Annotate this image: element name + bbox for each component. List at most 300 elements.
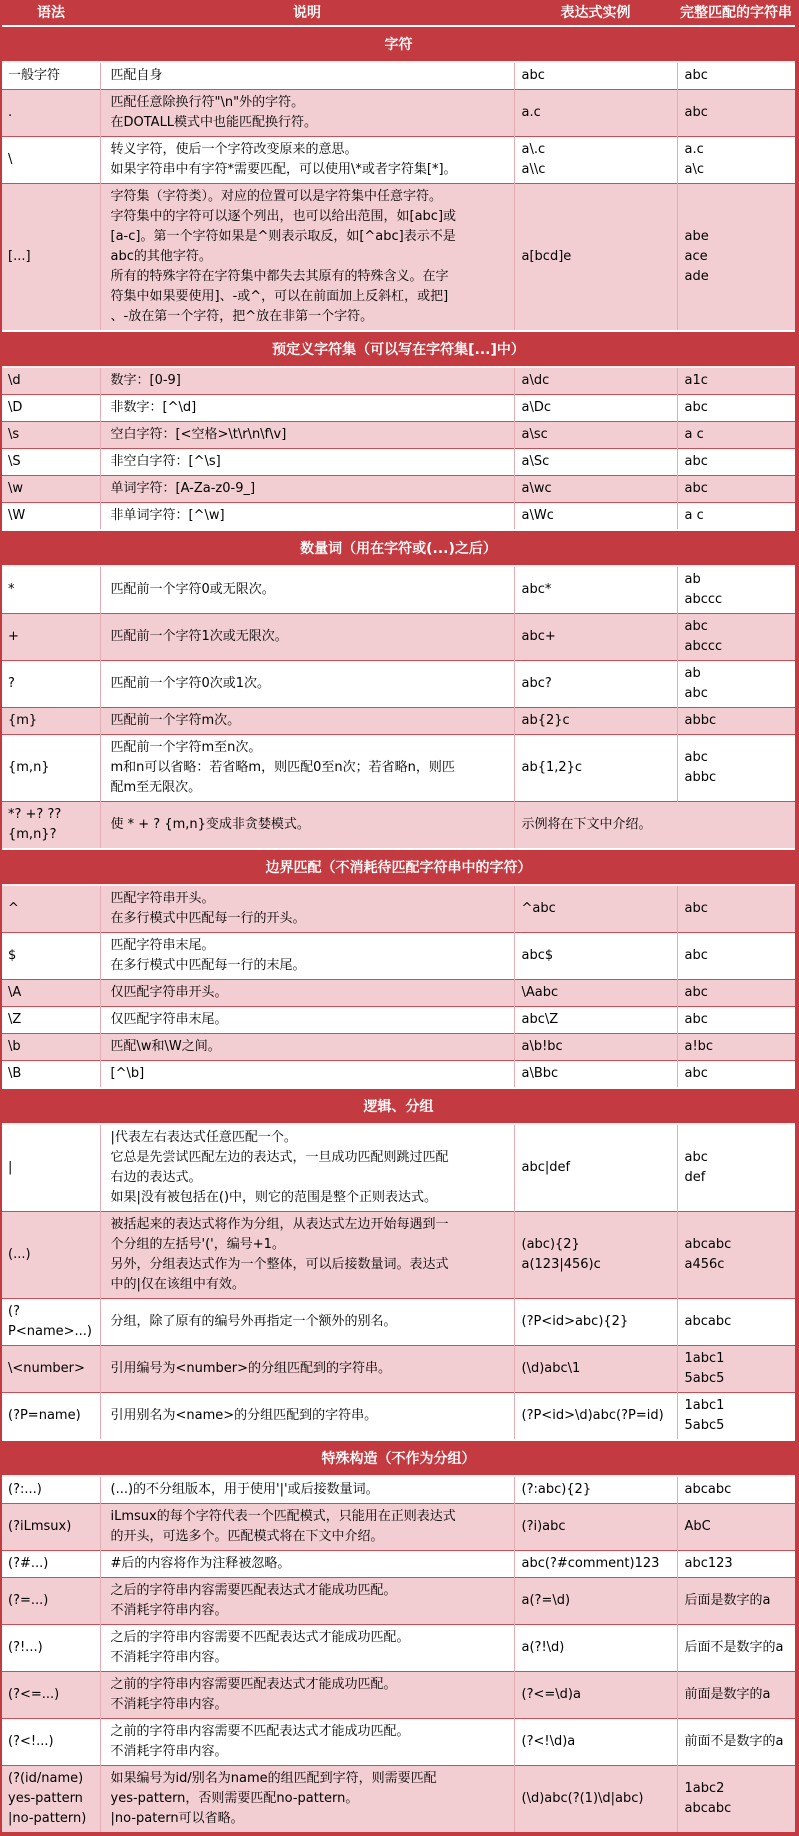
table-row [2, 980, 795, 1007]
match-cell [677, 395, 795, 422]
table-row [2, 933, 795, 980]
syntax-cell [2, 449, 100, 476]
description-cell [100, 1299, 514, 1346]
example-cell [514, 1476, 677, 1504]
syntax-cell [2, 1212, 100, 1299]
example-cell [514, 367, 677, 395]
description-cell [100, 1007, 514, 1034]
example-cell [514, 661, 677, 708]
text-line: (?=...) [8, 1593, 49, 1608]
text-line: \ [8, 152, 13, 167]
text-line: 匹配\w和\W之间。 [110, 1039, 221, 1054]
syntax-cell [2, 1124, 100, 1212]
text-line: 不消耗字符串内容。 [110, 1603, 228, 1618]
description-cell [100, 1504, 514, 1551]
table-header [2, 0, 795, 26]
description-cell [100, 566, 514, 614]
text-line: a.c [684, 142, 704, 157]
example-cell [514, 90, 677, 137]
example-cell [514, 1578, 677, 1625]
text-line: iLmsux的每个字符代表一个匹配模式，只能用在正则表达式 [110, 1509, 456, 1524]
syntax-cell [2, 422, 100, 449]
example-cell [514, 933, 677, 980]
text-line: ab [684, 572, 701, 587]
table-row [2, 422, 795, 449]
syntax-cell [2, 802, 100, 850]
description-cell [100, 1393, 514, 1441]
section-title: 数量词（用在字符或(...)之后） [2, 530, 795, 566]
example-cell [514, 1299, 677, 1346]
syntax-cell [2, 395, 100, 422]
syntax-cell [2, 885, 100, 933]
text-line: 匹配字符串开头。 [110, 891, 215, 906]
text-line: $ [8, 948, 17, 963]
text-line: abc [684, 948, 708, 963]
text-line: 匹配自身 [110, 68, 163, 83]
text-line: a\\c [521, 162, 546, 177]
text-line: \B [8, 1066, 22, 1081]
example-cell [514, 1672, 677, 1719]
match-cell [677, 1719, 795, 1766]
text-line: a456c [684, 1257, 725, 1272]
text-line: {m,n}? [8, 827, 57, 842]
text-line: 示例将在下文中介绍。 [521, 817, 652, 832]
text-line: 一般字符 [8, 68, 61, 83]
text-line: 在多行模式中匹配每一行的开头。 [110, 911, 306, 926]
text-line: [^\b] [110, 1066, 145, 1081]
text-line: 符集中如果要使用]、-或^，可以在前面加上反斜杠，或把] [110, 289, 449, 304]
table-row [2, 1672, 795, 1719]
text-line: yes-pattern [8, 1791, 83, 1806]
table-row [2, 708, 795, 735]
syntax-cell [2, 1672, 100, 1719]
example-cell [514, 708, 677, 735]
text-line: (?<=...) [8, 1687, 60, 1702]
text-line: 5abc5 [684, 1371, 725, 1386]
text-line: (\d)abc(?(1)\d|abc) [521, 1791, 644, 1806]
description-cell [100, 395, 514, 422]
syntax-cell [2, 1007, 100, 1034]
text-line: abc [684, 481, 708, 496]
text-line: a\Wc [521, 508, 554, 523]
syntax-cell [2, 1551, 100, 1578]
syntax-cell [2, 90, 100, 137]
example-cell [514, 1504, 677, 1551]
text-line: ? [8, 676, 15, 691]
syntax-cell [2, 735, 100, 802]
match-cell [677, 1766, 795, 1833]
text-line: 引用别名为<name>的分组匹配到的字符串。 [110, 1408, 378, 1423]
match-cell [677, 933, 795, 980]
text-line: 字符集（字符类）。对应的位置可以是字符集中任意字符。 [110, 189, 443, 204]
description-cell [100, 1034, 514, 1061]
match-cell [677, 62, 795, 90]
syntax-cell [2, 933, 100, 980]
text-line: 仅匹配字符串开头。 [110, 985, 228, 1000]
table-row [2, 1578, 795, 1625]
text-line: {m,n} [8, 760, 50, 775]
section-title: 字符 [2, 26, 795, 62]
text-line: a\sc [521, 427, 548, 442]
text-line: 不消耗字符串内容。 [110, 1650, 228, 1665]
example-cell [514, 422, 677, 449]
description-cell [100, 184, 514, 332]
text-line: (\d)abc\1 [521, 1361, 581, 1376]
text-line: a\Sc [521, 454, 550, 469]
match-cell [677, 449, 795, 476]
text-line: (...)的不分组版本，用于使用'|'或后接数量词。 [110, 1482, 379, 1497]
text-line: def [684, 1170, 706, 1185]
text-line: abccc [684, 639, 723, 654]
table-row [2, 566, 795, 614]
table-row [2, 1034, 795, 1061]
text-line: (...) [8, 1247, 31, 1262]
description-cell [100, 476, 514, 503]
description-cell [100, 933, 514, 980]
match-cell [677, 1476, 795, 1504]
description-cell [100, 1578, 514, 1625]
text-line: abc(?#comment)123 [521, 1556, 660, 1571]
text-line: 非空白字符：[^\s] [110, 454, 221, 469]
text-line: (?iLmsux) [8, 1519, 72, 1534]
text-line: *? +? ?? [8, 807, 62, 822]
text-line: #后的内容将作为注释被忽略。 [110, 1556, 291, 1571]
regex-reference-table [2, 0, 795, 1832]
text-line: abcabc [684, 1237, 732, 1252]
text-line: 使 * + ? {m,n}变成非贪婪模式。 [110, 817, 310, 832]
text-line: 非数字：[^\d] [110, 400, 197, 415]
text-line: a[bcd]e [521, 249, 572, 264]
text-line: 如果字符串中有字符*需要匹配，可以使用\*或者字符集[*]。 [110, 162, 457, 177]
table-header-row [2, 0, 795, 26]
match-cell [677, 661, 795, 708]
text-line: 后面不是数字的a [684, 1640, 784, 1655]
match-cell [677, 1578, 795, 1625]
text-line: 5abc5 [684, 1418, 725, 1433]
text-line: a.c [521, 105, 541, 120]
table-row [2, 90, 795, 137]
text-line: a c [684, 508, 704, 523]
text-line: abc123 [684, 1556, 733, 1571]
syntax-cell [2, 1393, 100, 1441]
text-line: \Z [8, 1012, 22, 1027]
syntax-cell [2, 1476, 100, 1504]
text-line: 字符集中的字符可以逐个列出，也可以给出范围，如[abc]或 [110, 209, 457, 224]
description-cell [100, 735, 514, 802]
text-line: ab [684, 666, 701, 681]
text-line: \s [8, 427, 20, 442]
description-cell [100, 422, 514, 449]
text-line: \W [8, 508, 26, 523]
table-row [2, 1299, 795, 1346]
column-header-example: 表达式实例 [514, 0, 677, 26]
table-row [2, 367, 795, 395]
match-cell [677, 1346, 795, 1393]
match-cell [677, 980, 795, 1007]
text-line: . [8, 105, 13, 120]
example-cell [514, 1034, 677, 1061]
text-line: |no-pattern) [8, 1811, 87, 1826]
text-line: a\dc [521, 373, 550, 388]
text-line: 如果|没有被包括在()中，则它的范围是整个正则表达式。 [110, 1190, 438, 1205]
syntax-cell [2, 1346, 100, 1393]
text-line: abc* [521, 582, 552, 597]
description-cell [100, 90, 514, 137]
syntax-cell [2, 1766, 100, 1833]
table-row [2, 184, 795, 332]
match-cell [677, 1551, 795, 1578]
example-cell [514, 62, 677, 90]
text-line: 右边的表达式。 [110, 1170, 202, 1185]
description-cell [100, 1212, 514, 1299]
text-line: \b [8, 1039, 21, 1054]
table-row [2, 885, 795, 933]
example-cell [514, 1007, 677, 1034]
table-row [2, 1625, 795, 1672]
table-row [2, 661, 795, 708]
text-line: [a-c]。第一个字符如果是^则表示取反，如[^abc]表示不是 [110, 229, 456, 244]
syntax-cell [2, 137, 100, 184]
match-cell [677, 1625, 795, 1672]
text-line: abc\Z [521, 1012, 559, 1027]
text-line: 另外，分组表达式作为一个整体，可以后接数量词。表达式 [110, 1257, 449, 1272]
text-line: 在多行模式中匹配每一行的末尾。 [110, 958, 306, 973]
text-line: 前面不是数字的a [684, 1734, 784, 1749]
match-cell [677, 137, 795, 184]
text-line: (?i)abc [521, 1519, 566, 1534]
text-line: abc [684, 1012, 708, 1027]
text-line: 它总是先尝试匹配左边的表达式，一旦成功匹配则跳过匹配 [110, 1150, 449, 1165]
table-row [2, 735, 795, 802]
table-body [2, 26, 795, 1832]
match-cell [677, 1124, 795, 1212]
text-line: 匹配字符串末尾。 [110, 938, 215, 953]
text-line: \A [8, 985, 22, 1000]
text-line: |代表左右表达式任意匹配一个。 [110, 1130, 297, 1145]
text-line: abc? [521, 676, 552, 691]
text-line: a\wc [521, 481, 552, 496]
description-cell [100, 708, 514, 735]
text-line: + [8, 629, 19, 644]
text-line: 空白字符：[<空格>\t\r\n\f\v] [110, 427, 287, 442]
description-cell [100, 1672, 514, 1719]
example-cell [514, 476, 677, 503]
text-line: a\Bbc [521, 1066, 559, 1081]
text-line: * [8, 582, 15, 597]
description-cell [100, 885, 514, 933]
section-header-row [2, 1440, 795, 1476]
text-line: 1abc1 [684, 1351, 725, 1366]
example-cell [514, 1625, 677, 1672]
table-row [2, 476, 795, 503]
text-line: (?<!...) [8, 1734, 54, 1749]
table-row [2, 802, 795, 850]
match-cell [677, 422, 795, 449]
text-line: 1abc2 [684, 1781, 725, 1796]
syntax-cell [2, 1034, 100, 1061]
section-title: 逻辑、分组 [2, 1088, 795, 1124]
match-cell [677, 614, 795, 661]
table-row [2, 1124, 795, 1212]
match-cell [677, 476, 795, 503]
syntax-cell [2, 614, 100, 661]
text-line: abe [684, 229, 709, 244]
example-cell [514, 1212, 677, 1299]
text-line: yes-pattern，否则需要匹配no-pattern。 [110, 1791, 359, 1806]
section-title: 特殊构造（不作为分组） [2, 1440, 795, 1476]
description-cell [100, 661, 514, 708]
text-line: {m} [8, 713, 38, 728]
table-row [2, 1346, 795, 1393]
text-line: 中的|仅在该组中有效。 [110, 1277, 245, 1292]
text-line: abc+ [521, 629, 556, 644]
example-cell [514, 1061, 677, 1089]
text-line: ^ [8, 901, 19, 916]
description-cell [100, 449, 514, 476]
table-row [2, 449, 795, 476]
match-cell [677, 1672, 795, 1719]
text-line: abc [684, 1150, 708, 1165]
syntax-cell [2, 367, 100, 395]
text-line: abcabc [684, 1314, 732, 1329]
text-line: ab{1,2}c [521, 760, 583, 775]
text-line: abcabc [684, 1482, 732, 1497]
text-line: abc [684, 686, 708, 701]
description-cell [100, 1346, 514, 1393]
match-cell [677, 1504, 795, 1551]
text-line: a\.c [521, 142, 546, 157]
match-cell [677, 1299, 795, 1346]
example-cell [514, 395, 677, 422]
text-line: 匹配任意除换行符"\n"外的字符。 [110, 95, 305, 110]
table-row [2, 1766, 795, 1833]
text-line: abccc [684, 592, 723, 607]
description-cell [100, 1625, 514, 1672]
text-line: (?P=name) [8, 1408, 81, 1423]
match-cell [677, 1007, 795, 1034]
text-line: ade [684, 269, 709, 284]
section-header-row [2, 530, 795, 566]
section-header-row [2, 849, 795, 885]
text-line: 如果编号为id/别名为name的组匹配到字符，则需要匹配 [110, 1771, 437, 1786]
text-line: ^abc [521, 901, 556, 916]
text-line: a(123|456)c [521, 1257, 601, 1272]
description-cell [100, 1551, 514, 1578]
example-cell [514, 1393, 677, 1441]
text-line: a\b!bc [521, 1039, 563, 1054]
text-line: (?<=\d)a [521, 1687, 581, 1702]
text-line: m和n可以省略：若省略m，则匹配0至n次；若省略n，则匹 [110, 760, 455, 775]
text-line: (?:abc){2} [521, 1482, 592, 1497]
text-line: 之后的字符串内容需要不匹配表达式才能成功匹配。 [110, 1630, 410, 1645]
text-line: 转义字符，使后一个字符改变原来的意思。 [110, 142, 358, 157]
text-line: 不消耗字符串内容。 [110, 1697, 228, 1712]
example-cell [514, 1346, 677, 1393]
table-row [2, 1393, 795, 1441]
table-row [2, 1551, 795, 1578]
text-line: \D [8, 400, 23, 415]
description-cell [100, 1766, 514, 1833]
text-line: AbC [684, 1519, 711, 1534]
text-line: 后面是数字的a [684, 1593, 771, 1608]
example-cell [514, 184, 677, 332]
text-line: a!bc [684, 1039, 714, 1054]
text-line: \w [8, 481, 24, 496]
text-line: \S [8, 454, 21, 469]
section-header-row [2, 331, 795, 367]
example-cell [514, 1551, 677, 1578]
table-row [2, 503, 795, 531]
match-cell [677, 735, 795, 802]
text-line: abc [521, 68, 545, 83]
description-cell [100, 1124, 514, 1212]
text-line: 之后的字符串内容需要匹配表达式才能成功匹配。 [110, 1583, 397, 1598]
match-cell [677, 566, 795, 614]
text-line: 在DOTALL模式中也能匹配换行符。 [110, 115, 318, 130]
description-cell [100, 614, 514, 661]
table-row [2, 1212, 795, 1299]
text-line: 分组，除了原有的编号外再指定一个额外的别名。 [110, 1314, 397, 1329]
description-cell [100, 980, 514, 1007]
match-cell [677, 184, 795, 332]
table-row [2, 395, 795, 422]
text-line: 1abc1 [684, 1398, 725, 1413]
table-row [2, 137, 795, 184]
syntax-cell [2, 566, 100, 614]
text-line: (?#...) [8, 1556, 49, 1571]
match-cell [677, 885, 795, 933]
text-line: ab{2}c [521, 713, 570, 728]
text-line: 匹配前一个字符1次或无限次。 [110, 629, 288, 644]
match-cell [677, 503, 795, 531]
syntax-cell [2, 1625, 100, 1672]
description-cell [100, 367, 514, 395]
column-header-match: 完整匹配的字符串 [677, 0, 795, 26]
table-row [2, 1476, 795, 1504]
column-header-description: 说明 [100, 0, 514, 26]
syntax-cell [2, 1299, 100, 1346]
example-cell [514, 137, 677, 184]
text-line: 、-放在第一个字符，把^放在非第一个字符。 [110, 309, 374, 324]
text-line: (?(id/name) [8, 1771, 84, 1786]
description-cell [100, 1061, 514, 1089]
syntax-cell [2, 1719, 100, 1766]
text-line: abc|def [521, 1160, 571, 1175]
text-line: 数字：[0-9] [110, 373, 181, 388]
match-cell [677, 367, 795, 395]
example-cell [514, 1766, 677, 1833]
text-line: |no-patern可以省略。 [110, 1811, 244, 1826]
text-line: 之前的字符串内容需要不匹配表达式才能成功匹配。 [110, 1724, 410, 1739]
text-line: (?<!\d)a [521, 1734, 576, 1749]
text-line: abc的其他字符。 [110, 249, 212, 264]
text-line: (?:...) [8, 1482, 42, 1497]
text-line: 引用编号为<number>的分组匹配到的字符串。 [110, 1361, 392, 1376]
syntax-cell [2, 1504, 100, 1551]
example-cell [514, 980, 677, 1007]
text-line: 被括起来的表达式将作为分组，从表达式左边开始每遇到一 [110, 1217, 449, 1232]
text-line: a\Dc [521, 400, 552, 415]
table-row [2, 62, 795, 90]
text-line: 单词字符：[A-Za-z0-9_] [110, 481, 256, 496]
syntax-cell [2, 1061, 100, 1089]
text-line: 之前的字符串内容需要匹配表达式才能成功匹配。 [110, 1677, 397, 1692]
text-line: abc [684, 750, 708, 765]
match-cell [677, 708, 795, 735]
section-title: 边界匹配（不消耗待匹配字符串中的字符） [2, 849, 795, 885]
text-line: (?P<id>abc){2} [521, 1314, 629, 1329]
description-cell [100, 1476, 514, 1504]
